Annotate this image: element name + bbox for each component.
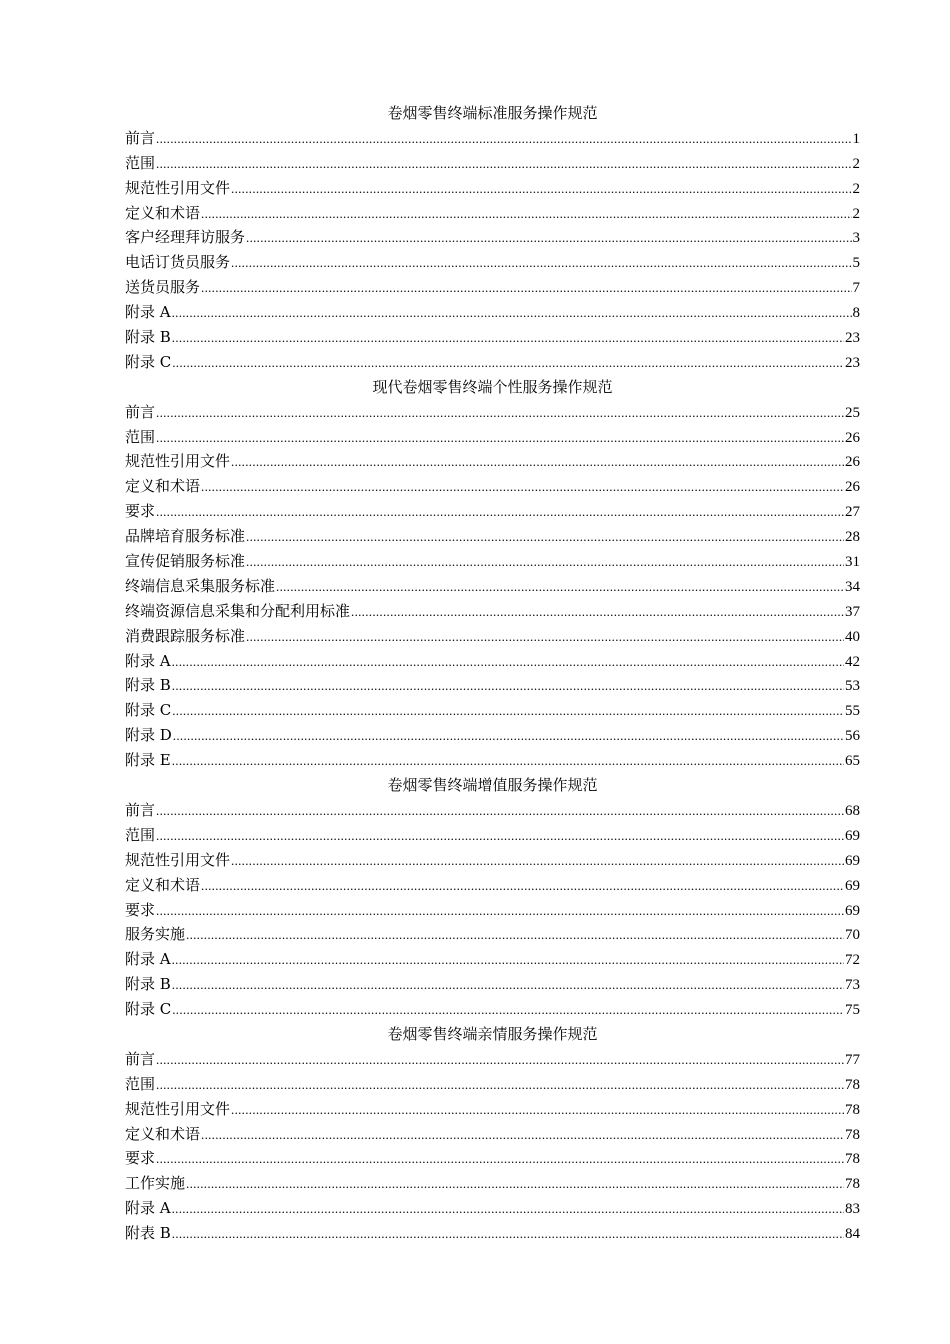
toc-entry[interactable]	[125, 723, 860, 748]
dot-leader	[172, 948, 844, 973]
toc-entry-label: 客户经理拜访服务	[125, 228, 246, 247]
dot-leader	[156, 899, 844, 924]
toc-entry-page-number: 69	[845, 852, 860, 869]
toc-entry-page-number: 7	[852, 280, 860, 297]
toc-entry-label: 附表 B	[125, 1224, 171, 1243]
toc-entry[interactable]	[125, 425, 860, 450]
toc-entry-label: 前言	[125, 128, 156, 147]
toc-entry[interactable]	[125, 649, 860, 674]
dot-leader	[156, 1073, 844, 1098]
toc-entry[interactable]	[125, 151, 860, 176]
dot-leader	[186, 923, 844, 948]
toc-entry[interactable]	[125, 275, 860, 300]
toc-entry[interactable]	[125, 1221, 860, 1246]
dot-leader	[172, 749, 844, 774]
dot-leader	[156, 799, 844, 824]
dot-leader	[172, 650, 844, 675]
toc-entry-page-number: 37	[845, 603, 860, 620]
toc-entry-page-number: 69	[845, 877, 860, 894]
toc-entry-label: 范围	[125, 153, 156, 172]
toc-entry[interactable]	[125, 1097, 860, 1122]
dot-leader	[231, 1098, 844, 1123]
toc-entry-label: 附录 C	[125, 701, 172, 720]
dot-leader	[201, 1123, 844, 1148]
dot-leader	[156, 127, 851, 152]
dot-leader	[246, 525, 844, 550]
toc-entry-page-number: 78	[845, 1076, 860, 1093]
toc-entry-label: 定义和术语	[125, 203, 201, 222]
dot-leader	[156, 500, 844, 525]
toc-entry[interactable]	[125, 698, 860, 723]
toc-entry[interactable]	[125, 848, 860, 873]
toc-entry-page-number: 26	[845, 429, 860, 446]
toc-entry-label: 前言	[125, 800, 156, 819]
toc-entry-page-number: 70	[845, 927, 860, 944]
dot-leader	[172, 1197, 844, 1222]
toc-entry-page-number: 69	[845, 902, 860, 919]
dot-leader	[201, 276, 851, 301]
toc-entry-page-number: 28	[845, 529, 860, 546]
dot-leader	[201, 475, 844, 500]
toc-entry-label: 附录 A	[125, 1199, 171, 1218]
toc-entry-page-number: 65	[845, 753, 860, 770]
toc-entry[interactable]	[125, 350, 860, 375]
dot-leader	[156, 152, 851, 177]
dot-leader	[173, 724, 844, 749]
toc-entry[interactable]	[125, 201, 860, 226]
toc-entry[interactable]	[125, 1047, 860, 1072]
toc-entry-page-number: 25	[845, 404, 860, 421]
toc-entry-page-number: 75	[845, 1002, 860, 1019]
dot-leader	[186, 1172, 844, 1197]
toc-entry-label: 附录 B	[125, 328, 171, 347]
toc-entry[interactable]	[125, 499, 860, 524]
dot-leader	[246, 550, 844, 575]
toc-entry-page-number: 8	[852, 305, 860, 322]
toc-entry-label: 规范性引用文件	[125, 178, 231, 197]
dot-leader	[156, 1147, 844, 1172]
toc-entry-label: 规范性引用文件	[125, 850, 231, 869]
toc-entry[interactable]	[125, 474, 860, 499]
dot-leader	[172, 699, 844, 724]
toc-entry[interactable]	[125, 997, 860, 1022]
toc-entry[interactable]	[125, 873, 860, 898]
dot-leader	[172, 1222, 844, 1247]
toc-entry-label: 附录 A	[125, 303, 171, 322]
toc-entry[interactable]	[125, 524, 860, 549]
toc-entry[interactable]	[125, 1171, 860, 1196]
toc-entry-label: 终端信息采集服务标准	[125, 576, 276, 595]
toc-entry-label: 附录 C	[125, 1000, 172, 1019]
toc-entry-page-number: 56	[845, 728, 860, 745]
dot-leader	[156, 1048, 844, 1073]
toc-entry-page-number: 34	[845, 578, 860, 595]
toc-entry-label: 服务实施	[125, 925, 186, 944]
section-title: 现代卷烟零售终端个性服务操作规范	[372, 377, 613, 396]
dot-leader	[201, 202, 851, 227]
toc-entry[interactable]	[125, 823, 860, 848]
toc-entry-label: 宣传促销服务标准	[125, 552, 246, 571]
toc-entry[interactable]	[125, 250, 860, 275]
toc-entry[interactable]	[125, 549, 860, 574]
dot-leader	[246, 625, 844, 650]
dot-leader	[231, 450, 844, 475]
toc-entry[interactable]	[125, 176, 860, 201]
section-title: 卷烟零售终端增值服务操作规范	[387, 776, 598, 795]
toc-entry-label: 定义和术语	[125, 477, 201, 496]
toc-entry[interactable]	[125, 1146, 860, 1171]
toc-entry-page-number: 53	[845, 678, 860, 695]
dot-leader	[156, 426, 844, 451]
toc-entry-page-number: 83	[845, 1201, 860, 1218]
toc-entry-page-number: 2	[852, 205, 860, 222]
toc-entry-page-number: 69	[845, 827, 860, 844]
toc-entry-label: 送货员服务	[125, 278, 201, 297]
toc-entry-label: 规范性引用文件	[125, 452, 231, 471]
toc-entry-page-number: 26	[845, 479, 860, 496]
toc-entry[interactable]	[125, 574, 860, 599]
toc-entry-page-number: 77	[845, 1051, 860, 1068]
toc-entry-page-number: 31	[845, 554, 860, 571]
toc-entry-page-number: 5	[852, 255, 860, 272]
dot-leader	[231, 849, 844, 874]
toc-entry-label: 附录 C	[125, 352, 172, 371]
toc-entry-page-number: 78	[845, 1176, 860, 1193]
dot-leader	[172, 326, 844, 351]
toc-entry-page-number: 40	[845, 628, 860, 645]
toc-entry-page-number: 72	[845, 952, 860, 969]
toc-entry-page-number: 27	[845, 504, 860, 521]
toc-entry-page-number: 78	[845, 1101, 860, 1118]
toc-entry-page-number: 84	[845, 1226, 860, 1243]
toc-entry[interactable]	[125, 449, 860, 474]
toc-entry[interactable]	[125, 624, 860, 649]
toc-entry-label: 前言	[125, 1049, 156, 1068]
toc-entry-label: 电话订货员服务	[125, 253, 231, 272]
toc-entry-label: 消费跟踪服务标准	[125, 626, 246, 645]
toc-entry[interactable]	[125, 972, 860, 997]
toc-entry-label: 终端资源信息采集和分配利用标准	[125, 601, 351, 620]
toc-entry[interactable]	[125, 748, 860, 773]
toc-entry-page-number: 68	[845, 802, 860, 819]
toc-entry-label: 定义和术语	[125, 875, 201, 894]
toc-entry-page-number: 42	[845, 653, 860, 670]
toc-entry-label: 范围	[125, 825, 156, 844]
toc-entry[interactable]	[125, 1122, 860, 1147]
toc-entry[interactable]	[125, 1072, 860, 1097]
toc-entry-label: 要求	[125, 1149, 156, 1168]
dot-leader	[156, 401, 844, 426]
toc-entry[interactable]	[125, 922, 860, 947]
toc-entry-page-number: 3	[852, 230, 860, 247]
toc-entry-page-number: 26	[845, 454, 860, 471]
dot-leader	[231, 177, 851, 202]
toc-entry-page-number: 78	[845, 1151, 860, 1168]
toc-entry[interactable]	[125, 400, 860, 425]
toc-entry-label: 工作实施	[125, 1174, 186, 1193]
toc-entry-label: 定义和术语	[125, 1124, 201, 1143]
toc-entry-label: 附录 A	[125, 651, 171, 670]
dot-leader	[231, 251, 851, 276]
toc-entry-page-number: 23	[845, 354, 860, 371]
toc-entry-label: 附录 B	[125, 676, 171, 695]
dot-leader	[246, 226, 851, 251]
toc-entry[interactable]	[125, 947, 860, 972]
toc-entry-page-number: 23	[845, 330, 860, 347]
toc-entry[interactable]	[125, 325, 860, 350]
toc-entry-label: 规范性引用文件	[125, 1099, 231, 1118]
toc-entry-label: 附录 A	[125, 950, 171, 969]
dot-leader	[172, 674, 844, 699]
toc-entry[interactable]	[125, 898, 860, 923]
toc-entry-page-number: 1	[852, 130, 860, 147]
dot-leader	[172, 973, 844, 998]
toc-entry-page-number: 2	[852, 180, 860, 197]
dot-leader	[276, 575, 844, 600]
dot-leader	[351, 600, 844, 625]
toc-entry-label: 范围	[125, 1074, 156, 1093]
toc-entry[interactable]	[125, 599, 860, 624]
section-title: 卷烟零售终端标准服务操作规范	[387, 104, 598, 122]
toc-entry-label: 要求	[125, 900, 156, 919]
toc-entry[interactable]	[125, 300, 860, 325]
toc-entry-label: 附录 D	[125, 726, 172, 745]
toc-entry-label: 要求	[125, 502, 156, 521]
toc-entry[interactable]	[125, 798, 860, 823]
dot-leader	[172, 301, 852, 326]
dot-leader	[172, 351, 844, 376]
toc-entry-label: 范围	[125, 427, 156, 446]
dot-leader	[156, 824, 844, 849]
toc-entry-page-number: 55	[845, 703, 860, 720]
toc-entry-page-number: 73	[845, 977, 860, 994]
toc-entry[interactable]	[125, 1196, 860, 1221]
toc-entry-page-number: 2	[852, 155, 860, 172]
table-of-contents	[125, 101, 860, 1246]
toc-entry[interactable]	[125, 673, 860, 698]
section-title: 卷烟零售终端亲情服务操作规范	[387, 1024, 598, 1043]
toc-entry-label: 品牌培育服务标准	[125, 527, 246, 546]
toc-entry-label: 附录 E	[125, 751, 171, 770]
toc-entry[interactable]	[125, 225, 860, 250]
toc-entry[interactable]	[125, 126, 860, 151]
toc-entry-page-number: 78	[845, 1126, 860, 1143]
toc-entry-label: 附录 B	[125, 975, 171, 994]
dot-leader	[201, 874, 844, 899]
toc-entry-label: 前言	[125, 402, 156, 421]
dot-leader	[172, 998, 844, 1023]
